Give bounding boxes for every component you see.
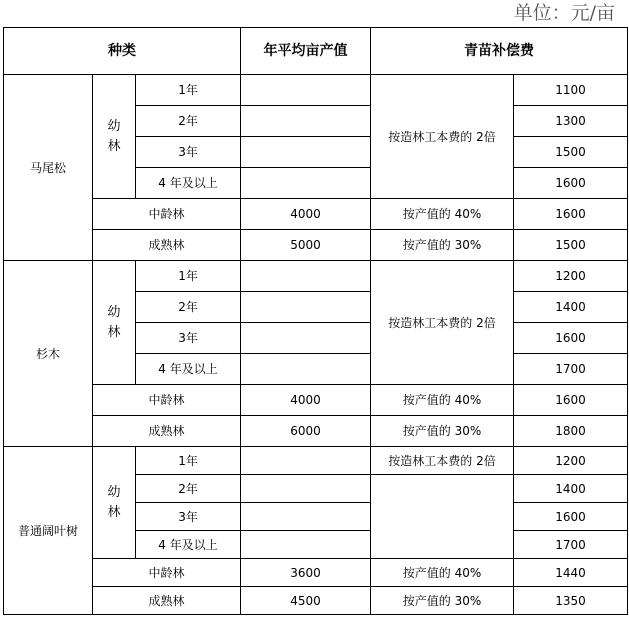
table-row	[4, 199, 628, 230]
output-cell	[241, 354, 371, 385]
age-cell: 2年	[136, 292, 241, 323]
fee-cell: 1600	[514, 168, 628, 199]
young-forest-label: 幼林	[93, 261, 136, 385]
fee-cell: 1350	[514, 587, 628, 615]
output-cell	[241, 137, 371, 168]
age-cell: 1年	[136, 447, 241, 475]
header-row	[4, 28, 628, 75]
output-cell	[241, 531, 371, 559]
species-name: 马尾松	[4, 75, 93, 261]
output-cell: 3600	[241, 559, 371, 587]
fee-cell: 1700	[514, 354, 628, 385]
table-row	[4, 416, 628, 447]
age-cell: 2年	[136, 475, 241, 503]
output-cell: 4000	[241, 199, 371, 230]
output-cell: 5000	[241, 230, 371, 261]
fee-cell: 1500	[514, 137, 628, 168]
output-cell	[241, 75, 371, 106]
fee-cell: 1500	[514, 230, 628, 261]
method-cell: 按产值的 40%	[371, 559, 514, 587]
fee-cell: 1600	[514, 323, 628, 354]
method-cell: 按造林工本费的 2倍	[371, 261, 514, 385]
fee-cell: 1200	[514, 447, 628, 475]
method-cell: 按产值的 40%	[371, 385, 514, 416]
fee-cell: 1100	[514, 75, 628, 106]
output-cell	[241, 475, 371, 503]
age-cell: 3年	[136, 323, 241, 354]
age-cell: 3年	[136, 137, 241, 168]
age-cell: 2年	[136, 106, 241, 137]
young-forest-label: 幼林	[93, 447, 136, 559]
stage-label: 成熟林	[93, 587, 241, 615]
output-cell	[241, 447, 371, 475]
age-cell: 3年	[136, 503, 241, 531]
fee-cell: 1440	[514, 559, 628, 587]
output-cell	[241, 168, 371, 199]
table-row	[4, 447, 628, 475]
fee-cell: 1600	[514, 503, 628, 531]
fee-cell: 1600	[514, 199, 628, 230]
output-cell: 6000	[241, 416, 371, 447]
method-cell: 按造林工本费的 2倍	[371, 75, 514, 199]
fee-cell: 1800	[514, 416, 628, 447]
age-cell: 4 年及以上	[136, 168, 241, 199]
stage-label: 中龄林	[93, 559, 241, 587]
output-cell	[241, 292, 371, 323]
output-cell	[241, 106, 371, 137]
output-cell	[241, 323, 371, 354]
output-cell	[241, 503, 371, 531]
method-cell: 按造林工本费的 2倍	[371, 447, 514, 475]
species-name: 杉木	[4, 261, 93, 447]
stage-label: 中龄林	[93, 385, 241, 416]
fee-cell: 1700	[514, 531, 628, 559]
method-cell: 按产值的 40%	[371, 199, 514, 230]
compensation-table	[3, 27, 628, 615]
output-cell	[241, 261, 371, 292]
method-cell: 按产值的 30%	[371, 416, 514, 447]
output-cell: 4000	[241, 385, 371, 416]
age-cell: 1年	[136, 75, 241, 106]
fee-cell: 1400	[514, 475, 628, 503]
age-cell: 4 年及以上	[136, 354, 241, 385]
table-row	[4, 230, 628, 261]
table-row	[4, 261, 628, 292]
output-cell: 4500	[241, 587, 371, 615]
method-cell: 按产值的 30%	[371, 230, 514, 261]
fee-cell: 1600	[514, 385, 628, 416]
table-row	[4, 559, 628, 587]
header-annual-output: 年平均亩产值	[241, 28, 371, 75]
stage-label: 成熟林	[93, 416, 241, 447]
fee-cell: 1200	[514, 261, 628, 292]
stage-label: 成熟林	[93, 230, 241, 261]
stage-label: 中龄林	[93, 199, 241, 230]
unit-label: 单位：元/亩	[513, 2, 615, 24]
fee-cell: 1400	[514, 292, 628, 323]
header-compensation: 青苗补偿费	[371, 28, 628, 75]
header-species: 种类	[4, 28, 241, 75]
age-cell: 1年	[136, 261, 241, 292]
table-row	[4, 385, 628, 416]
table-row	[4, 75, 628, 106]
species-name: 普通阔叶树	[4, 447, 93, 615]
young-forest-label: 幼林	[93, 75, 136, 199]
table-row	[4, 587, 628, 615]
method-cell	[371, 475, 514, 559]
method-cell: 按产值的 30%	[371, 587, 514, 615]
age-cell: 4 年及以上	[136, 531, 241, 559]
fee-cell: 1300	[514, 106, 628, 137]
